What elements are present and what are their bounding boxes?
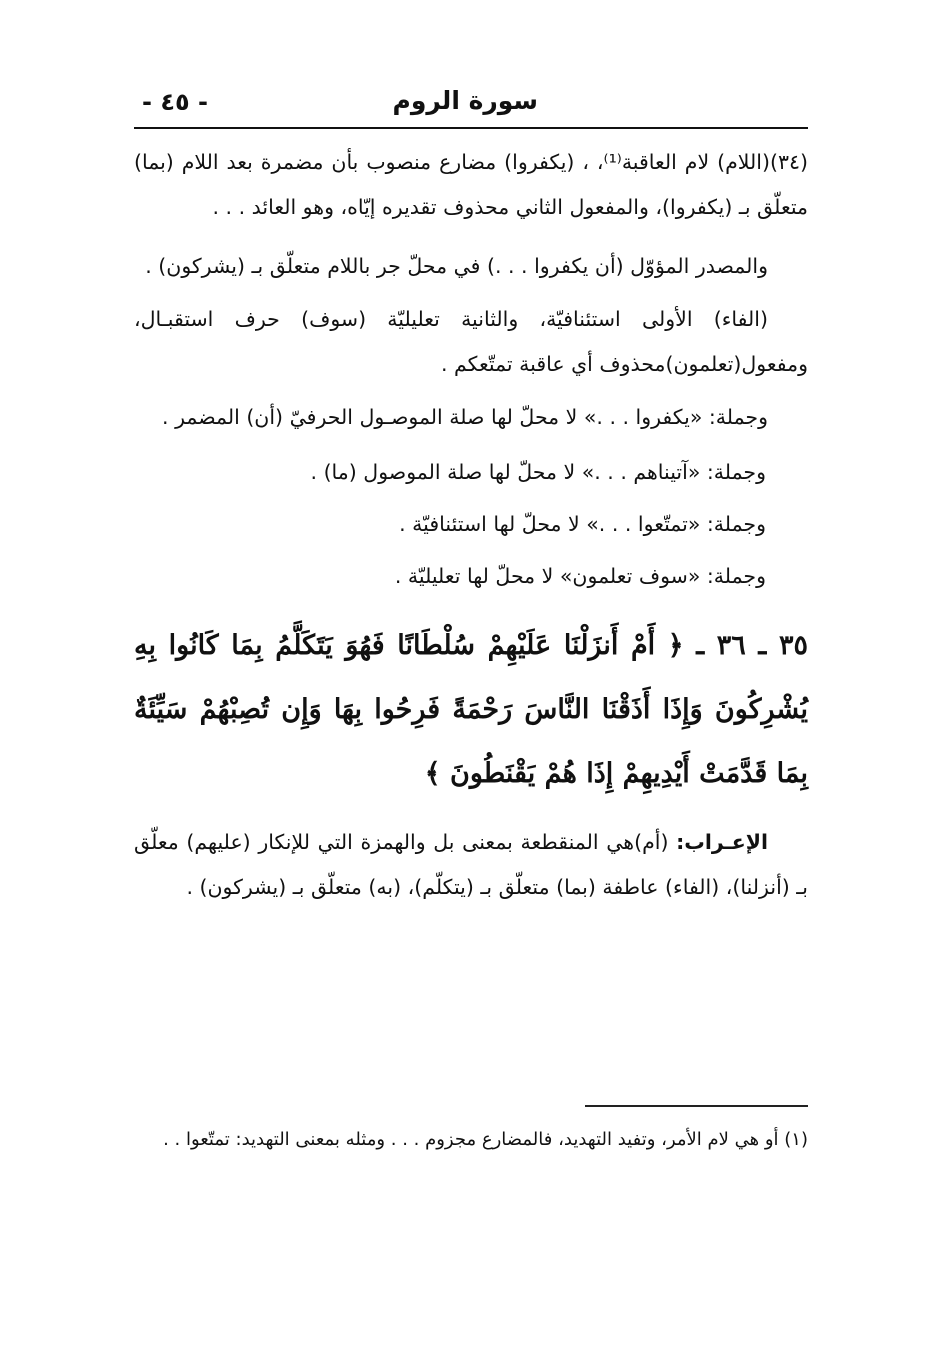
footnote: (١) أو هي لام الأمر، وتفيد التهديد، فالمضارع مجزوم . . . ومثله بمعنى التهديد: تمتّعوا . . xyxy=(163,1129,808,1150)
quran-verse: ٣٥ ـ ٣٦ ـ ﴿ أَمْ أَنزَلْنَا عَلَيْهِمْ سُلْطَانًا فَهُوَ يَتَكَلَّمُ بِمَا كَانُوا بِهِ يُشْرِكُونَ وَإِذَا أَذَقْنَا النَّاسَ رَحْمَةً فَرِحُوا بِهَا وَإِن تُصِبْهُمْ سَيِّئَةٌ بِمَا قَدَّمَتْ أَيْدِيهِمْ إِذَا هُمْ يَقْنَطُونَ ﴾ xyxy=(134,630,808,789)
paragraph-lam: (٣٤)(اللام) لام العاقبة⁽¹⁾، ، (يكفروا) مضارع منصوب بأن مضمرة بعد اللام (بما) متعلّق بـ (يكفروا)، والمفعول الثاني محذوف تقديره إيّاه، وهو العائد . . . xyxy=(134,150,808,219)
page-body xyxy=(134,140,808,910)
page-header xyxy=(134,84,808,124)
paragraph-jumla: وجملة: «يكفروا . . .» لا محلّ لها صلة الموصـول الحرفيّ (أن) المضمر . xyxy=(162,405,768,429)
paragraph-fa: (الفاء) الأولى استئنافيّة، والثانية تعليليّة (سوف) حرف استقبـال، ومفعول(تعلمون)محذوف أي عاقبة تمتّعكم . xyxy=(134,307,808,376)
paragraph-masdar: والمصدر المؤوّل (أن يكفروا . . .) في محلّ جر باللام متعلّق بـ (يشركون) . xyxy=(145,254,768,278)
jumla-line: وجملة: «تمتّعوا . . .» لا محلّ لها استئنافيّة . xyxy=(399,512,766,536)
surah-title: سورة الروم xyxy=(392,86,538,115)
jumla-line: وجملة: «آتيناهم . . .» لا محلّ لها صلة الموصول (ما) . xyxy=(310,460,766,484)
header-rule xyxy=(134,127,808,129)
irab-text: (أم)هي المنقطعة بمعنى بل والهمزة التي للإنكار (عليهم) معلّق بـ (أنزلنا)، (الفاء) عاطفة (بما) متعلّق بـ (يتكلّم)، (به) متعلّق بـ (يشركون) . xyxy=(134,830,808,899)
irab-lead: الإعـراب: xyxy=(676,830,768,854)
irab-paragraph xyxy=(134,820,808,910)
page-number: - ٤٥ - xyxy=(142,88,208,116)
jumla-line: وجملة: «سوف تعلمون» لا محلّ لها تعليليّة . xyxy=(394,564,766,588)
footnote-rule xyxy=(585,1105,808,1107)
